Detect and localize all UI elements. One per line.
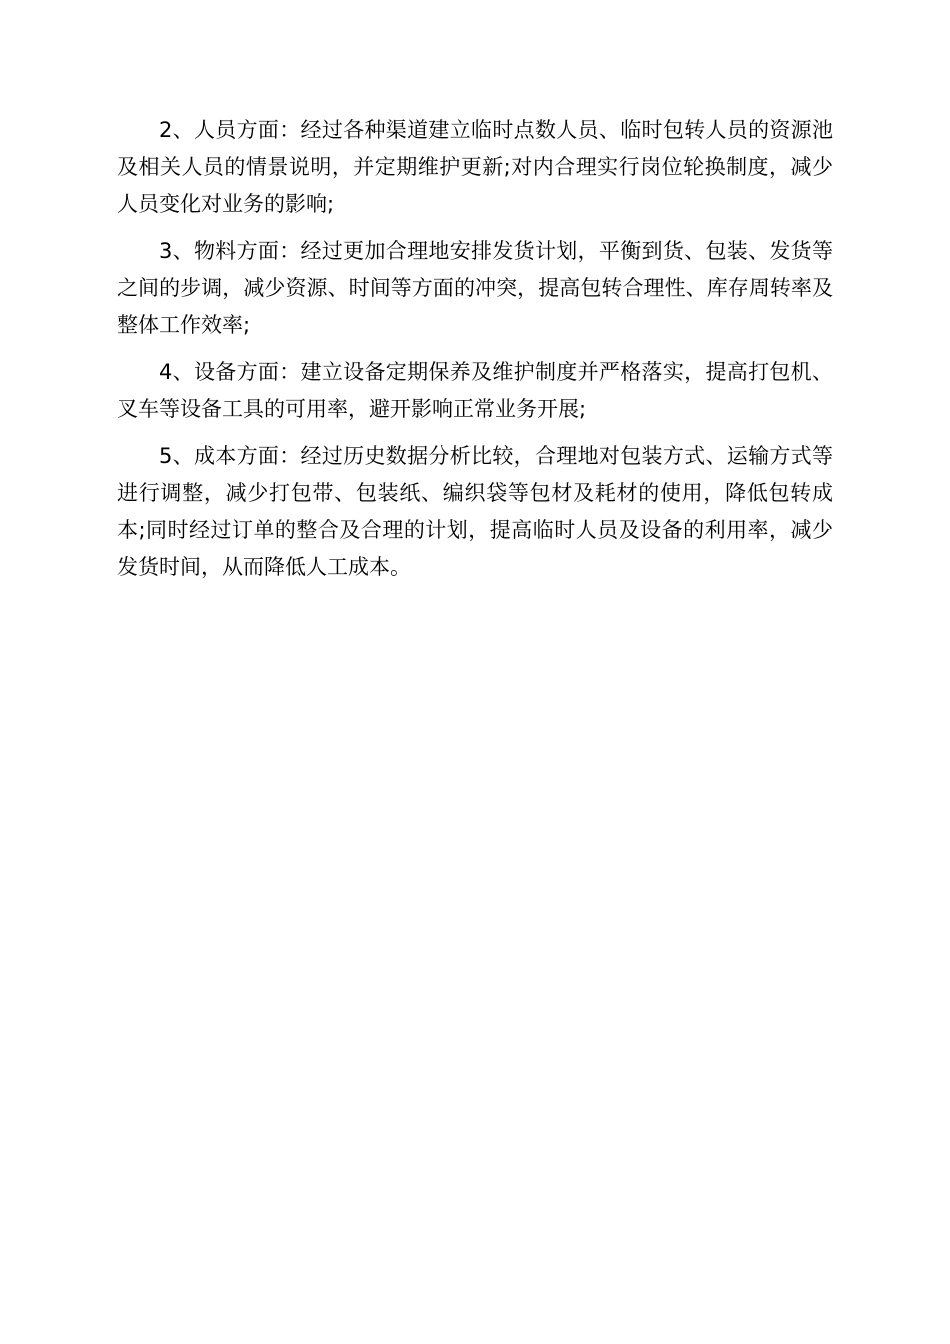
paragraph-cost: 5、成本方面：经过历史数据分析比较，合理地对包装方式、运输方式等进行调整，减少打包带、包装纸、编织袋等包材及耗材的使用，降低包转成本;同时经过订单的整合及合理的计划，提高临时人员及设备的利用率，减少发货时间，从而降低人工成本。	[117, 444, 833, 579]
paragraph-personnel: 2、人员方面：经过各种渠道建立临时点数人员、临时包转人员的资源池及相关人员的情景说明，并定期维护更新;对内合理实行岗位轮换制度，减少人员变化对业务的影响;	[117, 118, 833, 216]
paragraph-equipment: 4、设备方面：建立设备定期保养及维护制度并严格落实，提高打包机、叉车等设备工具的可用率，避开影响正常业务开展;	[117, 360, 833, 421]
document-body	[117, 112, 833, 596]
paragraph-materials: 3、物料方面：经过更加合理地安排发货计划，平衡到货、包装、发货等之间的步调，减少资源、时间等方面的冲突，提高包转合理性、库存周转率及整体工作效率;	[117, 239, 833, 337]
